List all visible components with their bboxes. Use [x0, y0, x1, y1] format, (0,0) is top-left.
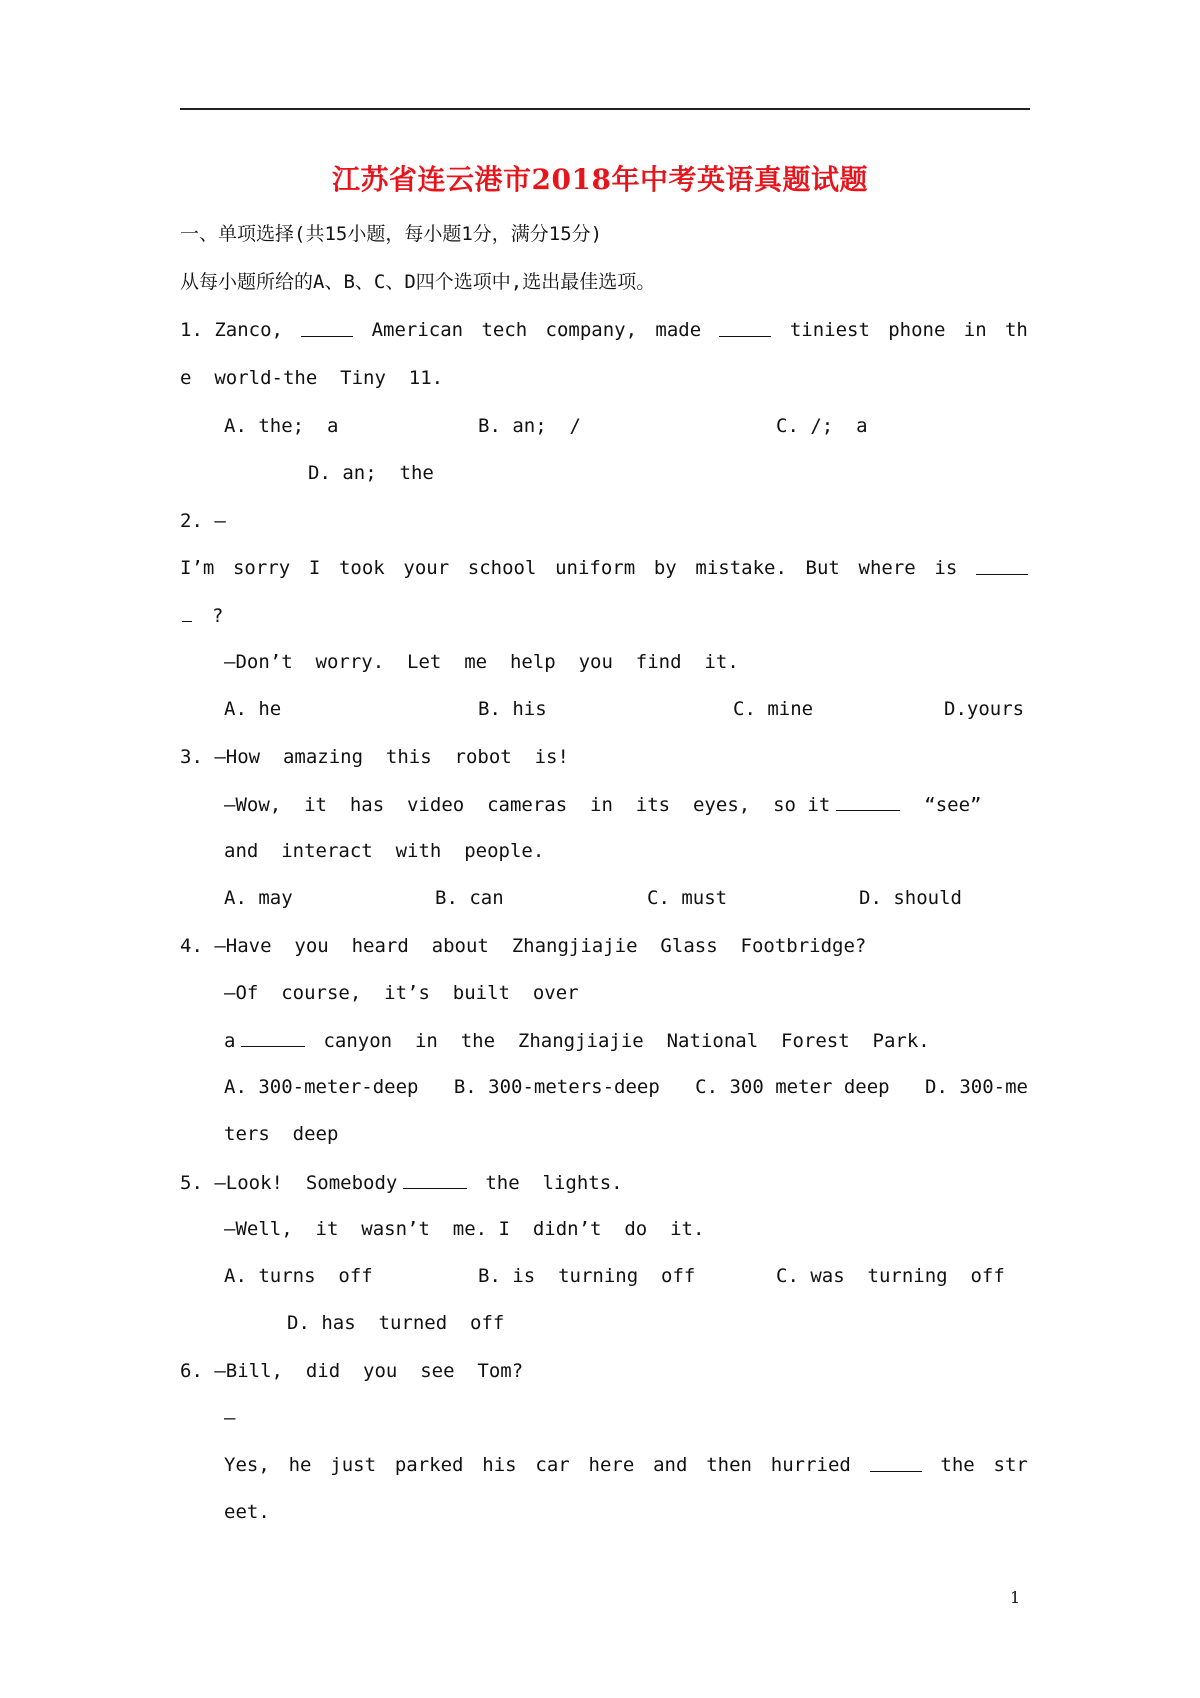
question-3-line-2	[224, 792, 981, 817]
option-d: D. 300-me	[925, 1076, 1028, 1098]
header-rule	[180, 108, 1030, 110]
question-2-line-1: 2. —	[180, 510, 226, 532]
word: th	[1004, 319, 1028, 341]
option-b: B. his	[478, 698, 547, 720]
word: made	[655, 319, 702, 341]
word: his	[482, 1454, 517, 1476]
question-6-line-3	[224, 1453, 1028, 1477]
option-b: B. an; /	[478, 415, 581, 437]
option-c: C. /; a	[776, 415, 868, 437]
option-d: D. should	[859, 887, 962, 909]
question-5-line-1	[180, 1170, 623, 1195]
answer-blank[interactable]	[301, 318, 353, 337]
option-d: D. has turned off	[287, 1312, 505, 1334]
question-6-line-2: —	[224, 1407, 236, 1429]
answer-blank[interactable]	[403, 1170, 467, 1189]
question-4-options	[224, 1075, 1028, 1099]
answer-blank[interactable]	[870, 1453, 922, 1472]
option-a: A. turns off	[224, 1265, 373, 1287]
question-text: the lights.	[485, 1172, 623, 1194]
word: and	[653, 1454, 688, 1476]
answer-blank[interactable]	[976, 556, 1028, 575]
option-c: C. 300 meter deep	[695, 1076, 890, 1098]
word: tech	[481, 319, 528, 341]
word: here	[588, 1454, 635, 1476]
question-1-line-1	[180, 318, 1028, 342]
question-1-line-2: e world-the Tiny 11.	[180, 367, 444, 389]
option-d: D.yours	[944, 698, 1025, 720]
answer-blank[interactable]	[719, 318, 771, 337]
answer-blank[interactable]	[241, 1028, 305, 1047]
question-5-line-2: —Well, it wasn’t me. I didn’t do it.	[224, 1218, 705, 1240]
option-b: B. is turning off	[478, 1265, 696, 1287]
question-4-line-1: 4. —Have you heard about Zhangjiajie Glass Footbridge?	[180, 935, 867, 957]
word: mistake.	[695, 557, 787, 579]
question-text: 5. —Look! Somebody	[180, 1172, 398, 1194]
question-2-line-2	[180, 556, 1028, 580]
option-a: A. 300-meter-deep	[224, 1076, 419, 1098]
word: American	[371, 319, 464, 341]
word: uniform	[555, 557, 636, 579]
question-text: a	[224, 1030, 236, 1052]
page-number: 1	[1010, 1588, 1021, 1607]
word: str	[993, 1454, 1028, 1476]
option-c: C. was turning off	[776, 1265, 1005, 1287]
word: took	[338, 557, 385, 579]
answer-blank-continued[interactable]	[182, 603, 192, 622]
word: car	[535, 1454, 570, 1476]
question-4-line-3	[224, 1028, 930, 1053]
question-3-line-3: and interact with people.	[224, 840, 545, 862]
word: company,	[545, 319, 638, 341]
word: the	[940, 1454, 975, 1476]
option-a: A. he	[224, 698, 282, 720]
word: where	[858, 557, 916, 579]
word: phone	[888, 319, 946, 341]
word: Yes,	[224, 1454, 270, 1476]
option-b: B. can	[435, 887, 504, 909]
option-c: C. mine	[733, 698, 814, 720]
question-3-line-1: 3. —How amazing this robot is!	[180, 746, 569, 768]
question-2-line-4: —Don’t worry. Let me help you find it.	[224, 651, 739, 673]
answer-blank[interactable]	[836, 792, 900, 811]
word: I’m	[180, 557, 215, 579]
question-text: —Wow, it has video cameras in its eyes, so it	[224, 794, 831, 816]
word: he	[288, 1454, 312, 1476]
word: in	[963, 319, 987, 341]
word: sorry	[232, 557, 291, 579]
option-a: A. may	[224, 887, 293, 909]
question-text: canyon in the Zhangjiajie National Forest Park.	[323, 1030, 930, 1052]
question-text: “see”	[924, 794, 982, 816]
word: school	[467, 557, 537, 579]
page-title: 江苏省连云港市2018年中考英语真题试题	[332, 163, 868, 196]
question-6-line-4: eet.	[224, 1501, 270, 1523]
question-2-line-3	[180, 603, 223, 628]
question-6-line-1: 6. —Bill, did you see Tom?	[180, 1360, 524, 1382]
word: by	[653, 557, 677, 579]
word: is	[934, 557, 958, 579]
word: just	[330, 1454, 377, 1476]
word: But	[805, 557, 840, 579]
word: 1. Zanco,	[180, 319, 283, 341]
word: your	[403, 557, 450, 579]
instruction-text: 从每小题所给的A、B、C、D四个选项中,选出最佳选项。	[180, 271, 656, 293]
word: tiniest	[789, 319, 870, 341]
word: I	[308, 557, 321, 579]
question-mark: ?	[212, 605, 224, 627]
option-a: A. the; a	[224, 415, 339, 437]
question-4-options-continued: ters deep	[224, 1123, 339, 1145]
question-4-line-2: —Of course, it’s built over	[224, 982, 579, 1004]
option-b: B. 300-meters-deep	[453, 1076, 660, 1098]
section-heading: 一、单项选择(共15小题，每小题1分，满分15分)	[180, 223, 603, 245]
word: hurried	[770, 1454, 851, 1476]
option-c: C. must	[647, 887, 728, 909]
word: parked	[394, 1454, 464, 1476]
option-d: D. an; the	[308, 462, 434, 484]
word: then	[706, 1454, 752, 1476]
